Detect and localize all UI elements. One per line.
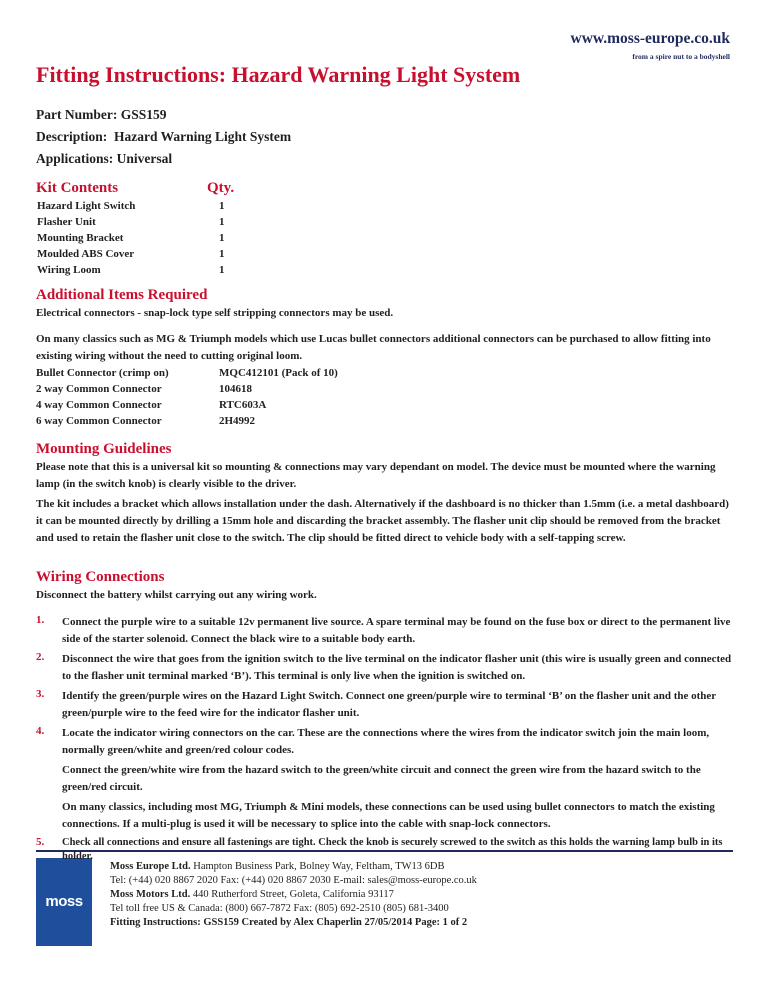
step-text: Connect the purple wire to a suitable 12v permanent live source. A spare terminal may be found on the fuse box or direct to the permanent live side of the starter solenoid. Connect the black wire to a suitable body earth. — [62, 616, 731, 645]
footer-page-info: Fitting Instructions: GSS159 Created by Alex Chaperlin 27/05/2014 Page: 1 of 2 — [110, 917, 468, 928]
connector-name: 4 way Common Connector — [36, 399, 162, 411]
footer-address-us: 440 Rutherford Street, Goleta, California 93117 — [190, 889, 394, 900]
wiring-intro: Disconnect the battery whilst carrying out any wiring work. — [36, 589, 317, 601]
step-text: Locate the indicator wiring connectors on the car. These are the connections where the wires from the indicator switch join the main loom, normally green/white and green/red colour codes. — [62, 727, 710, 756]
kit-item: Moulded ABS Cover — [37, 248, 135, 260]
connector-name: 2 way Common Connector — [36, 383, 162, 395]
mounting-paragraph-2: The kit includes a bracket which allows installation under the dash. Alternatively if the dashboard is no thicker than 1.5mm (i.e. a metal dashboard) it can be mounted directly by drilling a 15mm hole and discarding the bracket assembly. The flasher unit clip should be removed from the bracket and used to retain the flasher unit close to the switch. The clip should be fitted direct to vehicle body with a self-tapping screw. — [36, 498, 729, 544]
website-url[interactable]: www.moss-europe.co.uk — [570, 30, 730, 47]
step-text: Identify the green/purple wires on the Hazard Light Switch. Connect one green/purple wire to terminal ‘B’ on the flasher unit and the other green/purple wire to the feed wire for the indicator flasher unit. — [62, 690, 716, 719]
footer-company-us: Moss Motors Ltd. — [110, 889, 191, 900]
step-text-continued: Connect the green/white wire from the hazard switch to the green/white circuit and connect the green wire from the hazard switch to the green/red circuit. — [62, 764, 701, 793]
connector-name: Bullet Connector (crimp on) — [36, 367, 169, 379]
connector-code: MQC412101 (Pack of 10) — [219, 367, 338, 379]
qty-heading: Qty. — [207, 180, 235, 196]
additional-items-heading: Additional Items Required — [36, 287, 208, 303]
part-number-label: Part Number: — [36, 107, 118, 122]
connector-name: 6 way Common Connector — [36, 415, 162, 427]
description-row — [36, 129, 291, 145]
step-text: Check all connections and ensure all fastenings are tight. Check the knob is securely screwed to the switch as this holds the warning lamp bulb in its holder. — [62, 837, 723, 862]
step-number: 3. — [36, 688, 45, 700]
logo-text: moss — [45, 893, 83, 910]
wiring-heading: Wiring Connections — [36, 569, 165, 585]
step-number: 2. — [36, 651, 45, 663]
footer-line-4: Tel toll free US & Canada: (800) 667-7872 Fax: (805) 692-2510 (805) 681-3400 — [110, 903, 449, 914]
mounting-paragraph-1: Please note that this is a universal kit so mounting & connections may vary dependant on model. The device must be mounted where the warning lamp (in the switch knob) is clearly visible to the driver. — [36, 461, 716, 490]
kit-item-qty: 1 — [219, 216, 225, 228]
footer-company-eu: Moss Europe Ltd. — [110, 861, 191, 872]
connector-code: 104618 — [219, 383, 252, 395]
connector-code: RTC603A — [219, 399, 267, 411]
footer-address-eu: Hampton Business Park, Bolney Way, Feltham, TW13 6DB — [190, 861, 445, 872]
kit-item: Wiring Loom — [37, 264, 101, 276]
step-number: 4. — [36, 725, 45, 737]
part-number-row — [36, 107, 167, 123]
page-title: Fitting Instructions: Hazard Warning Light System — [36, 62, 521, 87]
step-number: 5. — [36, 836, 45, 848]
tagline: from a spire nut to a bodyshell — [632, 52, 730, 61]
footer-line-5 — [110, 916, 467, 930]
additional-paragraph-1: Electrical connectors - snap-lock type self stripping connectors may be used. — [36, 307, 394, 319]
step-text: Disconnect the wire that goes from the ignition switch to the live terminal on the indicator flasher unit (this wire is usually green and connected to the flasher unit terminal marked ‘B’). This terminal is only live when the ignition is switched on. — [62, 653, 732, 682]
additional-paragraph-2: On many classics such as MG & Triumph models which use Lucas bullet connectors additional connectors can be purchased to allow fitting into existing wiring without the need to cutting original loom. — [36, 333, 711, 362]
connector-code: 2H4992 — [219, 415, 256, 427]
kit-contents-heading: Kit Contents — [36, 180, 119, 196]
kit-item-qty: 1 — [219, 248, 225, 260]
step-text-continued-3: On many classics, including most MG, Triumph & Mini models, these connections can be used using bullet connectors to match the existing connections. If a multi-plug is used it will be necessary to splice into the cable with snap-lock connectors. — [62, 801, 715, 830]
moss-logo — [36, 858, 92, 946]
footer-line-2: Tel: (+44) 020 8867 2020 Fax: (+44) 020 8867 2030 E-mail: sales@moss-europe.co.uk — [110, 875, 477, 886]
applications-value: Universal — [116, 151, 173, 166]
mounting-heading: Mounting Guidelines — [36, 441, 172, 457]
kit-item-qty: 1 — [219, 264, 225, 276]
kit-item: Mounting Bracket — [37, 232, 124, 244]
description-label: Description: — [36, 129, 108, 144]
footer-line-3 — [110, 888, 394, 902]
kit-item-qty: 1 — [219, 200, 225, 212]
step-number: 1. — [36, 614, 45, 626]
applications-row — [36, 151, 172, 167]
applications-label: Applications: — [36, 151, 114, 166]
description-value: Hazard Warning Light System — [114, 129, 292, 144]
kit-item: Flasher Unit — [37, 216, 96, 228]
kit-item: Hazard Light Switch — [37, 200, 136, 212]
kit-item-qty: 1 — [219, 232, 225, 244]
part-number-value: GSS159 — [120, 107, 167, 122]
